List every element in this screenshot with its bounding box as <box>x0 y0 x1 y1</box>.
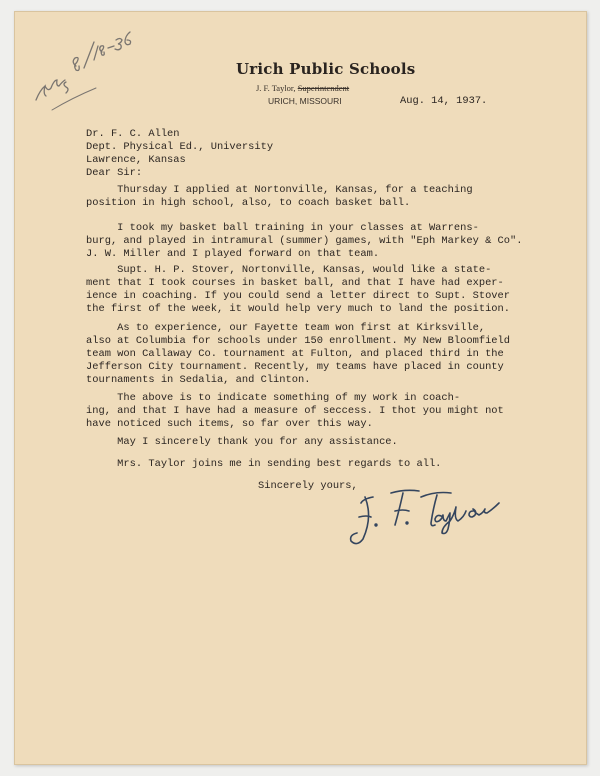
recipient-line: Dr. F. C. Allen <box>86 128 180 140</box>
text-line: Mrs. Taylor joins me in sending best regards to all. <box>86 458 442 470</box>
text-line: The above is to indicate something of my work in coach- <box>86 392 461 404</box>
paragraph-2 <box>86 222 522 261</box>
letterhead-person-name: J. F. Taylor, <box>256 83 296 93</box>
text-line: team won Callaway Co. tournament at Fulton, and placed third in the <box>86 348 504 360</box>
signature <box>345 483 515 553</box>
letter-paper <box>14 11 587 765</box>
letterhead-school-name: Urich Public Schools <box>236 60 416 78</box>
text-line: I took my basket ball training in your classes at Warrens- <box>86 222 479 234</box>
letter-date: Aug. 14, 1937. <box>400 95 488 107</box>
text-line: have noticed such items, so far over this way. <box>86 418 373 430</box>
text-line: ment that I took courses in basket ball, and that I have had exper- <box>86 277 504 289</box>
paragraph-7 <box>86 458 441 471</box>
text-line: ing, and that I have had a measure of seccess. I thot you might not <box>86 405 504 417</box>
recipient-address <box>86 128 273 167</box>
text-line: also at Columbia for schools under 150 enrollment. My New Bloomfield <box>86 335 511 347</box>
text-line: As to experience, our Fayette team won first at Kirksville, <box>86 322 486 334</box>
text-line: ience in coaching. If you could send a letter direct to Supt. Stover <box>86 290 511 302</box>
paragraph-6 <box>86 436 398 449</box>
closing: Sincerely yours, <box>258 480 358 492</box>
letterhead-struck-title: Superintendent <box>297 83 350 93</box>
paragraph-3 <box>86 264 510 316</box>
salutation: Dear Sir: <box>86 167 143 179</box>
text-line: the first of the week, it would help very much to land the position. <box>86 303 511 315</box>
paragraph-1 <box>86 184 473 210</box>
text-line: tournaments in Sedalia, and Clinton. <box>86 374 311 386</box>
paragraph-4 <box>86 322 510 387</box>
recipient-line: Lawrence, Kansas <box>86 154 186 166</box>
text-line: burg, and played in intramural (summer) games, with "Eph Markey & Co". <box>86 235 523 247</box>
letterhead-city: URICH, MISSOURI <box>268 96 342 106</box>
letterhead-person <box>256 83 349 93</box>
text-line: J. W. Miller and I played forward on that team. <box>86 248 380 260</box>
text-line: May I sincerely thank you for any assistance. <box>86 436 398 448</box>
handwritten-note <box>22 22 142 112</box>
recipient-line: Dept. Physical Ed., University <box>86 141 274 153</box>
text-line: Jefferson City tournament. Recently, my teams have placed in county <box>86 361 504 373</box>
text-line: Thursday I applied at Nortonville, Kansas, for a teaching <box>86 184 473 196</box>
paragraph-5 <box>86 392 504 431</box>
text-line: position in high school, also, to coach basket ball. <box>86 197 411 209</box>
text-line: Supt. H. P. Stover, Nortonville, Kansas, would like a state- <box>86 264 492 276</box>
